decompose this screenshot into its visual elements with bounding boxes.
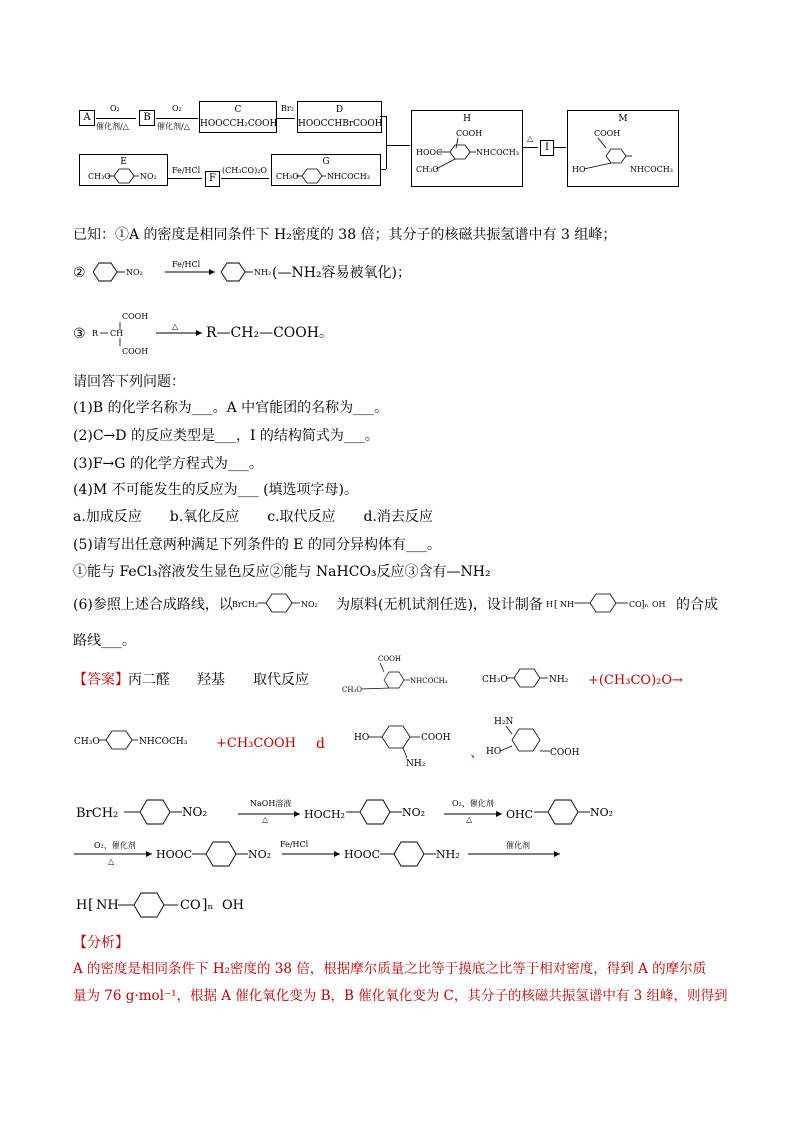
svg-text:BrCH₂: BrCH₂ — [76, 806, 119, 821]
analysis-tag: 【分析】 — [73, 935, 129, 951]
svg-text:[: [ — [88, 897, 94, 913]
svg-text:NH₂: NH₂ — [406, 759, 426, 769]
arrow-bc-bottom: 催化剂/△ — [157, 122, 190, 131]
arrow-hi — [522, 147, 538, 148]
answer-2: 羟基 — [197, 672, 225, 688]
merge-line-vertical — [386, 116, 387, 169]
question-6-b: 为原料(无机试剂任选)，设计制备 — [336, 597, 543, 613]
svg-text:HOCH₂: HOCH₂ — [304, 808, 346, 821]
svg-text:NHCOCH₃: NHCOCH₃ — [410, 677, 448, 685]
arrow-bc — [156, 118, 198, 119]
route-reagent-4: Fe/HCl — [280, 840, 309, 849]
svg-text:]ₙ: ]ₙ — [641, 600, 649, 610]
svg-text:]ₙ: ]ₙ — [202, 897, 214, 913]
svg-text:R: R — [92, 329, 99, 338]
question-5-conditions: ①能与 FeCl₃溶液发生显色反应②能与 NaHCO₃反应③含有—NH₂ — [73, 564, 491, 580]
svg-text:HO: HO — [572, 165, 586, 174]
arrow-fg-top: (CH₃CO)₂O — [222, 166, 267, 175]
arrow-ef-top: Fe/HCl — [172, 166, 201, 175]
arrow-cd — [277, 118, 295, 119]
svg-text:CO: CO — [629, 600, 642, 609]
arrow-cd-top: Br₂ — [281, 104, 294, 113]
compound-I-box: I — [540, 140, 554, 156]
svg-text:CH₃O: CH₃O — [482, 675, 508, 685]
svg-text:OH: OH — [652, 600, 666, 609]
question-2: (2)C→D 的反应类型是___，I 的结构简式为___。 — [73, 428, 379, 444]
answer-F-structure — [480, 666, 590, 692]
answer-I-structure — [340, 652, 450, 700]
svg-text:HO: HO — [354, 733, 370, 743]
question-6-reactant — [232, 590, 342, 616]
svg-text:OHC: OHC — [506, 808, 534, 821]
known-2 — [73, 264, 86, 282]
svg-text:H₂N: H₂N — [494, 717, 514, 727]
arrow-fg — [221, 178, 269, 179]
svg-text:NH₂: NH₂ — [436, 848, 460, 861]
svg-text:CO: CO — [180, 898, 201, 913]
compound-M-label: M — [618, 114, 628, 124]
svg-text:NO₂: NO₂ — [590, 806, 614, 819]
svg-text:NH₂: NH₂ — [549, 675, 569, 685]
compound-C-formula: HOOCCH₂COOH — [200, 119, 278, 129]
compound-A-box: A — [79, 110, 95, 126]
arrow-bc-top: O₂ — [172, 104, 182, 113]
analysis-line-2: 量为 76 g·mol⁻¹，根据 A 催化氧化变为 B，B 催化氧化变为 C，其分子的核磁共振氢谱中有 3 组峰，则得到 — [73, 988, 728, 1004]
svg-text:NH: NH — [96, 898, 119, 913]
svg-text:COOH: COOH — [594, 129, 621, 138]
question-1: (1)B 的化学名称为___。A 中官能团的名称为___。 — [73, 400, 389, 416]
svg-text:HOOC: HOOC — [344, 848, 381, 861]
route-heat-2: △ — [466, 815, 473, 824]
svg-text:NO₂: NO₂ — [182, 805, 208, 819]
svg-text:CH₃O: CH₃O — [88, 172, 111, 181]
question-intro: 请回答下列问题： — [73, 374, 185, 390]
known-2-condition: Fe/HCl — [172, 260, 201, 269]
answer-separator: 、 — [470, 745, 484, 761]
compound-E-structure — [80, 166, 166, 184]
svg-text:NHCOCH₃: NHCOCH₃ — [139, 737, 188, 747]
svg-text:NH₂: NH₂ — [254, 268, 272, 277]
svg-text:COOH: COOH — [378, 655, 401, 663]
known-3-num: ③ — [73, 326, 86, 342]
compound-F-box: F — [205, 171, 220, 187]
question-6-d: 路线___。 — [73, 633, 136, 649]
route-product — [72, 888, 292, 920]
known-1: 已知：①A 的密度是相同条件下 H₂密度的 38 倍；其分子的核磁共振氢谱中有 3 组峰； — [73, 227, 617, 243]
known-2-num: ② — [73, 265, 86, 281]
question-4-options: a.加成反应 b.氧化反应 c.取代反应 d.消去反应 — [73, 509, 433, 525]
svg-text:NO₂: NO₂ — [140, 172, 157, 181]
arrow-ab-top: O₂ — [110, 104, 120, 113]
arrow-hi-top: △ — [527, 134, 534, 143]
compound-B-box: B — [139, 110, 155, 126]
answer-3: 取代反应 — [253, 672, 309, 688]
route-heat-3: △ — [108, 857, 115, 866]
svg-text:NO₂: NO₂ — [402, 806, 426, 819]
svg-text:CH: CH — [110, 329, 124, 338]
svg-text:H: H — [546, 600, 553, 609]
known-3-structure — [90, 308, 210, 358]
question-6-a: (6)参照上述合成路线，以 — [73, 597, 233, 613]
svg-text:NO₂: NO₂ — [126, 268, 143, 277]
svg-text:NHCOCH₃: NHCOCH₃ — [327, 172, 370, 181]
answer-eq-reagent: +(CH₃CO)₂O→ — [588, 673, 683, 688]
answer-eq-product: +CH₃COOH — [216, 736, 296, 751]
known-2-note: (—NH₂容易被氧化)； — [272, 265, 411, 281]
svg-text:[: [ — [554, 600, 558, 610]
svg-text:HOOC: HOOC — [156, 848, 193, 861]
svg-text:NO₂: NO₂ — [301, 600, 318, 609]
arrow-ab — [96, 118, 136, 119]
question-6-target — [546, 590, 676, 616]
compound-G-structure — [272, 166, 378, 184]
svg-text:CH₃O: CH₃O — [342, 686, 363, 694]
route-reagent-3: O₂、催化剂 — [94, 841, 136, 850]
svg-text:OH: OH — [222, 898, 244, 913]
svg-text:COOH: COOH — [550, 748, 580, 758]
svg-text:HOOC: HOOC — [416, 148, 443, 157]
answer-G-structure — [72, 728, 222, 754]
svg-text:BrCH₂: BrCH₂ — [232, 600, 259, 609]
answer-4: d — [316, 736, 325, 752]
route-reagent-2: O₂、催化剂 — [452, 799, 494, 808]
svg-text:HO: HO — [486, 747, 502, 757]
svg-text:COOH: COOH — [421, 733, 451, 743]
analysis-line-1: A 的密度是相同条件下 H₂密度的 38 倍，根据摩尔质量之比等于摸底之比等于相对密度，得到 A 的摩尔质 — [73, 961, 707, 977]
svg-text:CH₃O: CH₃O — [74, 737, 100, 747]
arrow-ab-bottom: 催化剂/△ — [96, 122, 129, 131]
svg-text:NO₂: NO₂ — [248, 848, 272, 861]
svg-text:NHCOCH₃: NHCOCH₃ — [630, 165, 673, 174]
route-heat-1: △ — [262, 815, 269, 824]
answer-isomer-1 — [352, 714, 472, 770]
question-3: (3)F→G 的化学方程式为___。 — [73, 456, 263, 472]
route-reagent-5: 催化剂 — [506, 841, 530, 850]
question-4: (4)M 不可能发生的反应为___ (填选项字母)。 — [73, 482, 358, 498]
compound-E-label: E — [120, 157, 127, 167]
question-5: (5)请写出任意两种满足下列条件的 E 的同分异构体有___。 — [73, 537, 441, 553]
svg-text:CH₃O: CH₃O — [416, 165, 439, 174]
compound-G-label: G — [322, 157, 330, 167]
answer-tag: 【答案】 — [73, 672, 129, 688]
route-line-1 — [72, 792, 732, 832]
compound-D-box — [297, 101, 382, 133]
compound-H-label: H — [463, 114, 471, 124]
compound-M-structure — [568, 124, 676, 184]
compound-D-label: D — [335, 105, 344, 115]
known-3-condition: △ — [172, 322, 179, 331]
svg-text:H: H — [76, 898, 88, 913]
merge-line-bottom — [380, 169, 386, 170]
route-reagent-1: NaOH溶液 — [250, 799, 292, 808]
arrow-im — [554, 147, 566, 148]
svg-text:NH: NH — [560, 600, 574, 609]
compound-C-box — [199, 101, 277, 133]
known-3-product: R—CH₂—COOH。 — [206, 325, 333, 341]
compound-H-structure — [412, 124, 520, 184]
arrow-ef — [168, 178, 202, 179]
svg-text:NHCOCH₃: NHCOCH₃ — [476, 148, 519, 157]
svg-text:COOH: COOH — [122, 312, 149, 321]
compound-C-label: C — [234, 105, 242, 115]
svg-text:CH₃O: CH₃O — [276, 172, 299, 181]
compound-D-formula: HOOCCHBrCOOH — [298, 119, 383, 129]
answer-1: 丙二醛 — [128, 672, 170, 688]
svg-text:COOH: COOH — [122, 347, 149, 356]
answer-isomer-2 — [484, 712, 604, 768]
question-6-c: 的合成 — [676, 597, 718, 613]
arrow-to-H — [386, 145, 410, 146]
svg-text:COOH: COOH — [456, 129, 483, 138]
